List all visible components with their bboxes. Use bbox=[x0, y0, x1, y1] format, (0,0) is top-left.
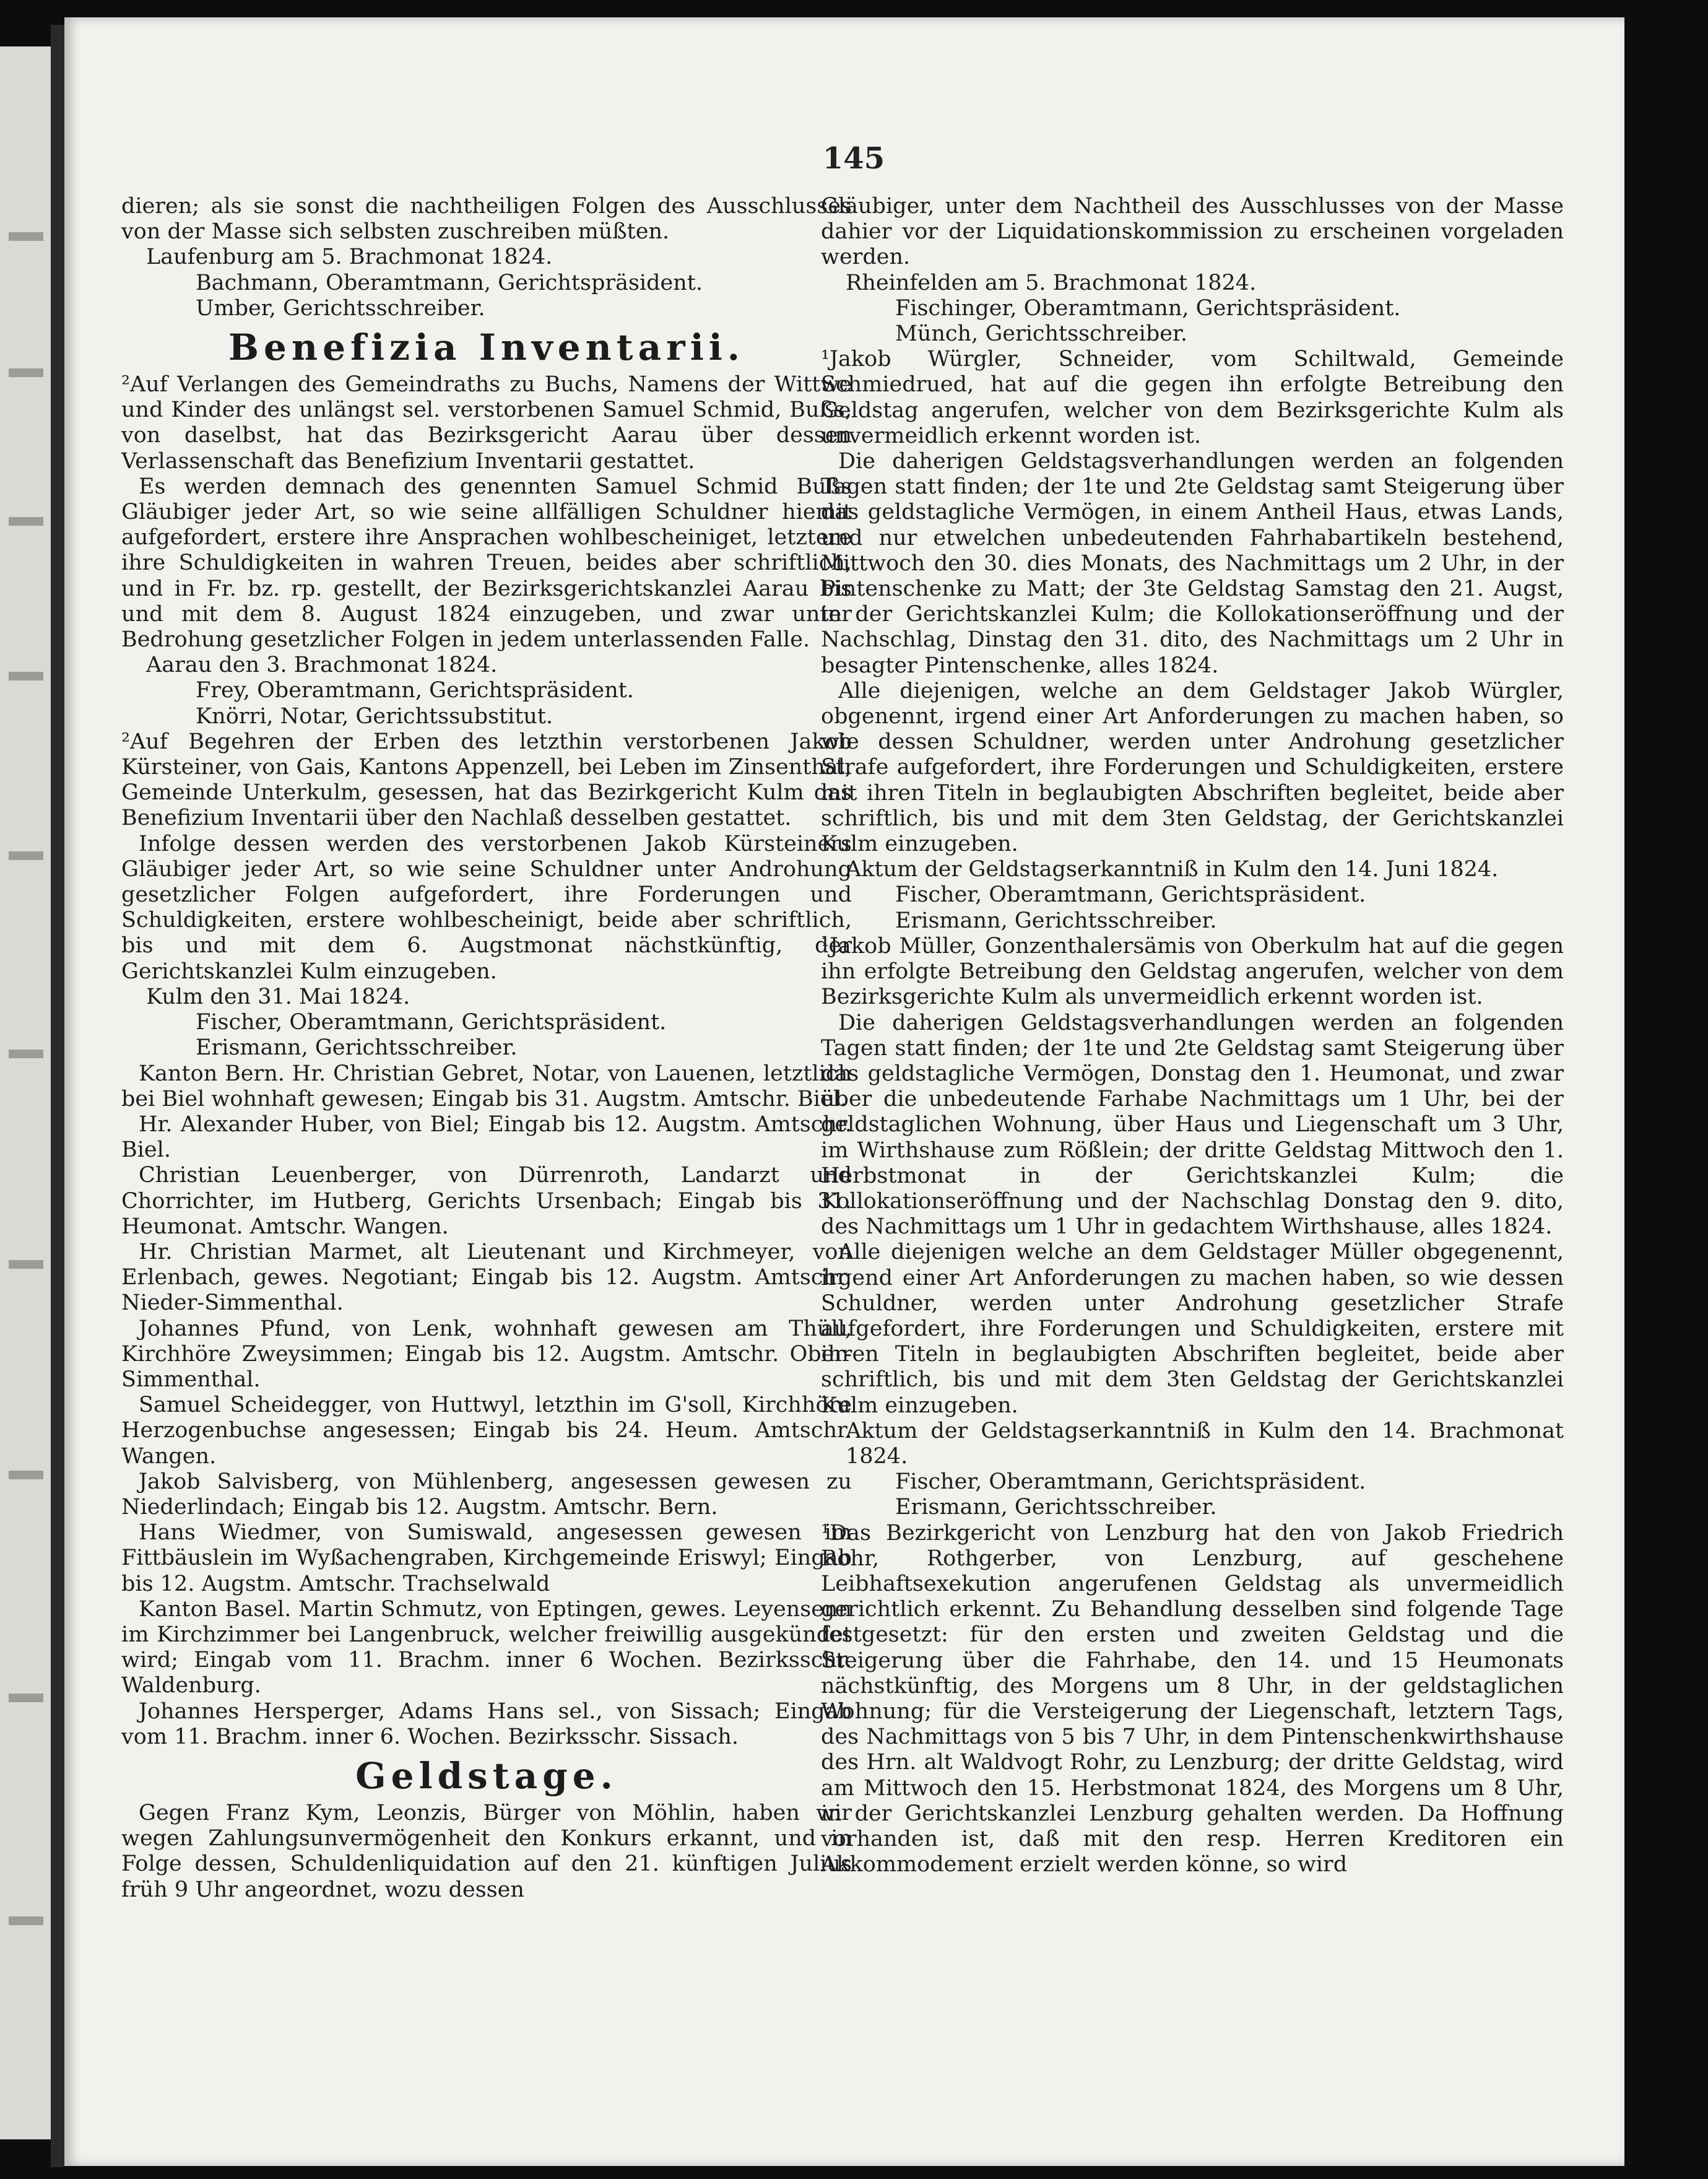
signature: Fischer, Oberamtmann, Gerichtspräsident. bbox=[196, 1010, 667, 1035]
notice-paragraph: ¹Das Bezirkgericht von Lenzburg hat den von Jakob Friedrich Rohr, Rothgerber, von Lenzburg, auf geschehene Leibhaftsexekution angerufenen Geldstag als unvermeidlich gerichtlich erkennt. Zu Behandlung desselben sind folgende Tage festgesetzt: für den ersten und zweiten Geldstag und die Steigerung über die Fahrhabe, den 14. und 15 Heumonats nächstkünftig, des Morgens um 8 Uhr, in der geldstaglichen Wohnung; für die Versteigerung der Liegenschaft, letztern Tags, des Nachmittags von 5 bis 7 Uhr, in dem Pintenschenkwirthshause des Hrn. alt Waldvogt Rohr, zu Lenzburg; der dritte Geldstag, wird am Mittwoch den 15. Herbstmonat 1824, des Morgens um 8 Uhr, in der Gerichtskanzlei Lenzburg gehalten werden. Da Hoffnung vorhanden ist, daß mit den resp. Herren Kreditoren ein Akkommodement erzielt werden könne, so wird bbox=[821, 1520, 1564, 1877]
notice-paragraph: Es werden demnach des genennten Samuel Schmid Bußs Gläubiger jeder Art, so wie seine allfälligen Schuldner hiemit aufgefordert, erstere ihre Ansprachen wohlbescheiniget, letztere ihre Schuldigkeiten in wahren Treuen, beides aber schriftlich, und in Fr. bz. rp. gestellt, der Bezirksgerichtskanzlei Aarau bis und mit dem 8. August 1824 einzugeben, und zwar unter Bedrohung gesetzlicher Folgen in jedem unterlassenden Falle. bbox=[121, 474, 852, 653]
list-item: Christian Leuenberger, von Dürrenroth, Landarzt und Chorrichter, im Hutberg, Gerichts Ursenbach; Eingab bis 31. Heumonat. Amtschr. Wangen. bbox=[121, 1163, 852, 1239]
notice-paragraph: Die daherigen Geldstagsverhandlungen werden an folgenden Tagen statt finden; der 1te und 2te Geldstag samt Steigerung über das geldstagliche Vermögen, Donstag den 1. Heumonat, und zwar über die unbedeutende Farhabe Nachmittags um 1 Uhr, bei der geldstaglichen Wohnung, über Haus und Liegenschaft um 3 Uhr, im Wirthshause zum Rößlein; der dritte Geldstag Mittwoch den 1. Herbstmonat in der Gerichtskanzlei Kulm; die Kollokationseröffnung und der Nachschlag Donstag den 9. dito, des Nachmittags um 1 Uhr in gedachtem Wirthshause, alles 1824. bbox=[821, 1010, 1564, 1240]
section-heading: Geldstage. bbox=[355, 1754, 618, 1797]
notice-paragraph: Gegen Franz Kym, Leonzis, Bürger von Möhlin, haben wir wegen Zahlungsunvermögenheit den Konkurs erkannt, und in Folge dessen, Schuldenliquidation auf den 21. künftigen Julius früh 9 Uhr angeordnet, wozu dessen bbox=[121, 1800, 852, 1902]
page-number: 145 bbox=[822, 141, 885, 176]
previous-page-text-fragment bbox=[9, 1260, 43, 1269]
list-item: Johannes Hersperger, Adams Hans sel., von Sissach; Eingab vom 11. Brachm. inner 6. Wochen. Bezirksschr. Sissach. bbox=[121, 1698, 852, 1749]
list-item: Hr. Christian Marmet, alt Lieutenant und Kirchmeyer, von Erlenbach, gewes. Negotiant; Eingab bis 12. Augstm. Amtschr. Nieder-Simmenthal. bbox=[121, 1239, 852, 1316]
section-heading: Benefizia Inventarii. bbox=[228, 326, 745, 369]
signature: Erismann, Gerichtsschreiber. bbox=[196, 1035, 518, 1061]
signature: Erismann, Gerichtsschreiber. bbox=[895, 1495, 1217, 1520]
previous-page-text-fragment bbox=[9, 672, 43, 681]
left-column bbox=[121, 194, 852, 1903]
signature: Erismann, Gerichtsschreiber. bbox=[895, 908, 1217, 933]
notice-paragraph: Infolge dessen werden des verstorbenen Jakob Kürsteiners Gläubiger jeder Art, so wie seine Schuldner unter Androhung gesetzlicher Folgen aufgefordert, ihre Forderungen und Schuldigkeiten, erstere wohlbescheinigt, beide aber schriftlich, bis und mit dem 6. Augstmonat nächstkünftig, der Gerichtskanzlei Kulm einzugeben. bbox=[121, 831, 852, 984]
previous-page-edge bbox=[0, 46, 51, 2139]
notice-paragraph: ¹Jakob Müller, Gonzenthalersämis von Oberkulm hat auf die gegen ihn erfolgte Betreibung den Geldstag angerufen, welcher von dem Bezirksgerichte Kulm als unvermeidlich erkennt worden ist. bbox=[821, 933, 1564, 1010]
previous-page-text-fragment bbox=[9, 368, 43, 377]
previous-page-text-fragment bbox=[9, 1050, 43, 1058]
list-item: Johannes Pfund, von Lenk, wohnhaft gewesen am Thüll, Kirchhöre Zweysimmen; Eingab bis 12. Augstm. Amtschr. Ober-Simmenthal. bbox=[121, 1316, 852, 1392]
carryover-text: dieren; als sie sonst die nachtheiligen Folgen des Ausschlusses von der Masse sich selbsten zuschreiben müßten. bbox=[121, 194, 852, 245]
previous-page-text-fragment bbox=[9, 1471, 43, 1479]
notice-paragraph: ²Auf Verlangen des Gemeindraths zu Buchs, Namens der Wittwe und Kinder des unlängst sel. verstorbenen Samuel Schmid, Bußs, von daselbst, hat das Bezirksgericht Aarau über dessen Verlassenschaft das Benefizium Inventarii gestattet. bbox=[121, 372, 852, 474]
book-page bbox=[64, 17, 1624, 2166]
signature: Fischinger, Oberamtmann, Gerichtspräsident. bbox=[895, 295, 1401, 321]
place-date: Aarau den 3. Brachmonat 1824. bbox=[146, 653, 498, 678]
signature: Fischer, Oberamtmann, Gerichtspräsident. bbox=[895, 882, 1366, 908]
place-date: Laufenburg am 5. Brachmonat 1824. bbox=[146, 245, 553, 270]
previous-page-text-fragment bbox=[9, 1694, 43, 1702]
signature: Bachmann, Oberamtmann, Gerichtspräsident. bbox=[196, 270, 703, 295]
list-item: Jakob Salvisberg, von Mühlenberg, angesessen gewesen zu Niederlindach; Eingab bis 12. Augstm. Amtschr. Bern. bbox=[121, 1469, 852, 1520]
notice-paragraph: ¹Jakob Würgler, Schneider, vom Schiltwald, Gemeinde Schmiedrued, hat auf die gegen ihn erfolgte Betreibung den Geldstag angerufen, welcher von dem Bezirksgerichte Kulm als unvermeidlich erkennt worden ist. bbox=[821, 347, 1564, 448]
place-date: Kulm den 31. Mai 1824. bbox=[146, 984, 410, 1009]
place-date: Aktum der Geldstagserkanntniß in Kulm den 14. Juni 1824. bbox=[846, 857, 1499, 882]
book-gutter bbox=[51, 25, 64, 2167]
right-column bbox=[821, 194, 1564, 1877]
signature: Umber, Gerichtsschreiber. bbox=[196, 295, 485, 321]
signature: Knörri, Notar, Gerichtssubstitut. bbox=[196, 703, 553, 729]
previous-page-text-fragment bbox=[9, 1916, 43, 1925]
signature: Frey, Oberamtmann, Gerichtspräsident. bbox=[196, 678, 634, 703]
carryover-text: Gläubiger, unter dem Nachtheil des Ausschlusses von der Masse dahier vor der Liquidationskommission zu erscheinen vorgeladen werden. bbox=[821, 194, 1564, 270]
list-item: Samuel Scheidegger, von Huttwyl, letzthin im G'soll, Kirchhöre Herzogenbuchse angesessen; Eingab bis 24. Heum. Amtschr. Wangen. bbox=[121, 1393, 852, 1469]
notice-paragraph: ²Auf Begehren der Erben des letzthin verstorbenen Jakob Kürsteiner, von Gais, Kantons Appenzell, bei Leben im Zinsenthal, Gemeinde Unterkulm, gesessen, hat das Bezirkgericht Kulm das Benefizium Inventarii über den Nachlaß desselben gestattet. bbox=[121, 729, 852, 831]
signature: Münch, Gerichtsschreiber. bbox=[895, 321, 1187, 347]
notice-paragraph: Alle diejenigen, welche an dem Geldstager Jakob Würgler, obgenennt, irgend einer Art Anforderungen zu machen haben, so wie dessen Schuldner, werden unter Androhung gesetzlicher Strafe aufgefordert, ihre Forderungen und Schuldigkeiten, erstere mit ihren Titeln in beglaubigten Abschriften begleitet, beide aber schriftlich, bis und mit dem 3ten Geldstag, der Gerichtskanzlei Kulm einzugeben. bbox=[821, 678, 1564, 857]
previous-page-text-fragment bbox=[9, 517, 43, 526]
list-item: Kanton Basel. Martin Schmutz, von Eptingen, gewes. Leyensenn im Kirchzimmer bei Langenbruck, welcher freiwillig ausgekündet wird; Eingab vom 11. Brachm. inner 6 Wochen. Bezirksschr. Waldenburg. bbox=[121, 1596, 852, 1698]
notice-paragraph: Die daherigen Geldstagsverhandlungen werden an folgenden Tagen statt finden; der 1te und 2te Geldstag samt Steigerung über das geldstagliche Vermögen, in einem Antheil Haus, etwas Lands, und nur etwelchen unbedeutenden Fahrhabartikeln bestehend, Mittwoch den 30. dies Monats, des Nachmittags um 2 Uhr, in der Pintenschenke zu Matt; der 3te Geldstag Samstag den 21. Augst, in der Gerichtskanzlei Kulm; die Kollokationseröffnung und der Nachschlag, Dinstag den 31. dito, des Nachmittags um 2 Uhr in besagter Pintenschenke, alles 1824. bbox=[821, 449, 1564, 678]
list-item: Kanton Bern. Hr. Christian Gebret, Notar, von Lauenen, letztlich bei Biel wohnhaft gewesen; Eingab bis 31. Augstm. Amtschr. Biel. bbox=[121, 1061, 852, 1111]
previous-page-text-fragment bbox=[9, 851, 43, 860]
notice-paragraph: Alle diejenigen welche an dem Geldstager Müller obgegenennt, irgend einer Art Anforderungen zu machen haben, so wie dessen Schuldner, werden unter Androhung gesetzlicher Strafe aufgefordert, ihre Forderungen und Schuldigkeiten, erstere mit ihren Titeln in beglaubigten Abschriften begleitet, beide aber schriftlich, bis und mit dem 3ten Geldstag der Gerichtskanzlei Kulm einzugeben. bbox=[821, 1240, 1564, 1418]
signature: Fischer, Oberamtmann, Gerichtspräsident. bbox=[895, 1469, 1366, 1495]
previous-page-text-fragment bbox=[9, 232, 43, 241]
list-item: Hans Wiedmer, von Sumiswald, angesessen gewesen im Fittbäuslein im Wyßachengraben, Kirchgemeinde Eriswyl; Eingab bis 12. Augstm. Amtschr. Trachselwald bbox=[121, 1520, 852, 1596]
list-item: Hr. Alexander Huber, von Biel; Eingab bis 12. Augstm. Amtschr. Biel. bbox=[121, 1111, 852, 1163]
place-date: Rheinfelden am 5. Brachmonat 1824. bbox=[846, 270, 1257, 295]
place-date: Aktum der Geldstagserkanntniß in Kulm den 14. Brachmonat 1824. bbox=[846, 1418, 1564, 1469]
